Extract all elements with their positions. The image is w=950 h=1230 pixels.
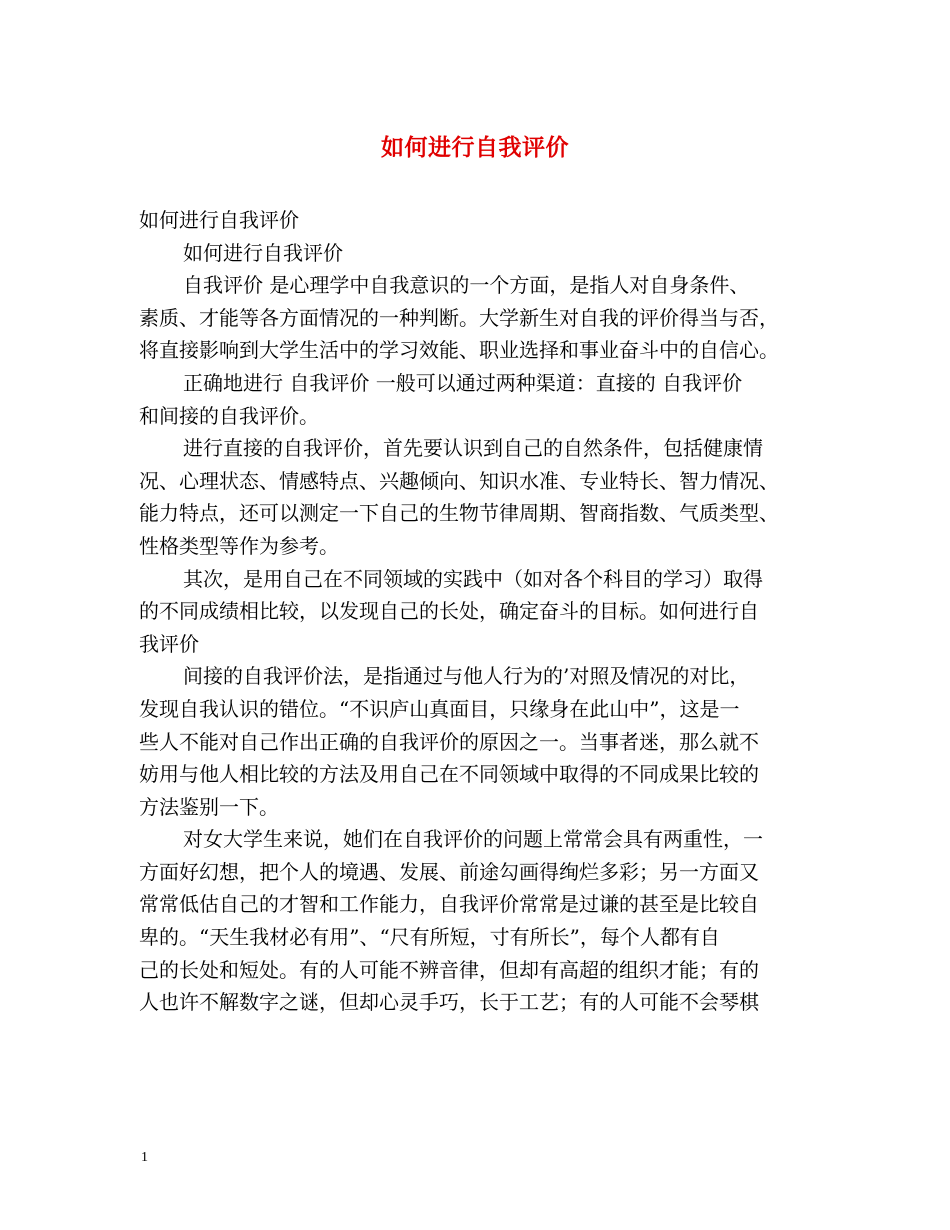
document-body <box>139 204 819 1019</box>
text-line: 素质、才能等各方面情况的一种判断。大学新生对自我的评价得当与否， <box>139 305 779 330</box>
text-line: 己的长处和短处。有的人可能不辨音律，但却有高超的组织才能；有的 <box>139 957 759 982</box>
text-line: 方面好幻想，把个人的境遇、发展、前途勾画得绚烂多彩；另一方面又 <box>139 859 759 884</box>
text-line: 况、心理状态、情感特点、兴趣倾向、知识水准、专业特长、智力情况、 <box>139 468 779 493</box>
page-number: 1 <box>141 1150 148 1165</box>
text-line: 人也许不解数字之谜，但却心灵手巧，长于工艺；有的人可能不会琴棋 <box>139 990 759 1015</box>
text-line: 间接的自我评价法，是指通过与他人行为的’对照及情况的对比， <box>183 664 750 689</box>
text-line: 性格类型等作为参考。 <box>139 533 339 558</box>
text-line: 正确地进行 自我评价 一般可以通过两种渠道：直接的 自我评价 <box>183 370 743 395</box>
text-line: 些人不能对自己作出正确的自我评价的原因之一。当事者迷，那么就不 <box>139 729 759 754</box>
text-line: 和间接的自我评价。 <box>139 403 319 428</box>
text-line: 如何进行自我评价 <box>183 240 343 265</box>
text-line: 其次，是用自己在不同领域的实践中（如对各个科目的学习）取得 <box>183 566 763 591</box>
text-line: 如何进行自我评价 <box>139 208 299 232</box>
text-line: 自我评价 是心理学中自我意识的一个方面，是指人对自身条件、 <box>183 273 750 298</box>
text-line: 的不同成绩相比较，以发现自己的长处，确定奋斗的目标。如何进行自 <box>139 599 759 624</box>
document-title: 如何进行自我评价 <box>381 134 569 161</box>
text-line: 能力特点，还可以测定一下自己的生物节律周期、智商指数、气质类型、 <box>139 501 779 526</box>
text-line: 方法鉴别一下。 <box>139 794 279 819</box>
text-line: 卑的。“天生我材必有用”、“尺有所短，寸有所长”，每个人都有自 <box>139 925 720 950</box>
text-line: 对女大学生来说，她们在自我评价的问题上常常会具有两重性，一 <box>183 827 763 852</box>
text-line: 妨用与他人相比较的方法及用自己在不同领域中取得的不同成果比较的 <box>139 762 759 787</box>
text-line: 发现自我认识的错位。“不识庐山真面目，只缘身在此山中”，这是一 <box>139 696 740 721</box>
text-line: 进行直接的自我评价，首先要认识到自己的自然条件，包括健康情 <box>183 436 763 461</box>
text-line: 常常低估自己的才智和工作能力，自我评价常常是过谦的甚至是比较自 <box>139 892 759 917</box>
text-line: 我评价 <box>139 631 199 656</box>
text-line: 将直接影响到大学生活中的学习效能、职业选择和事业奋斗中的自信心。 <box>139 338 779 363</box>
